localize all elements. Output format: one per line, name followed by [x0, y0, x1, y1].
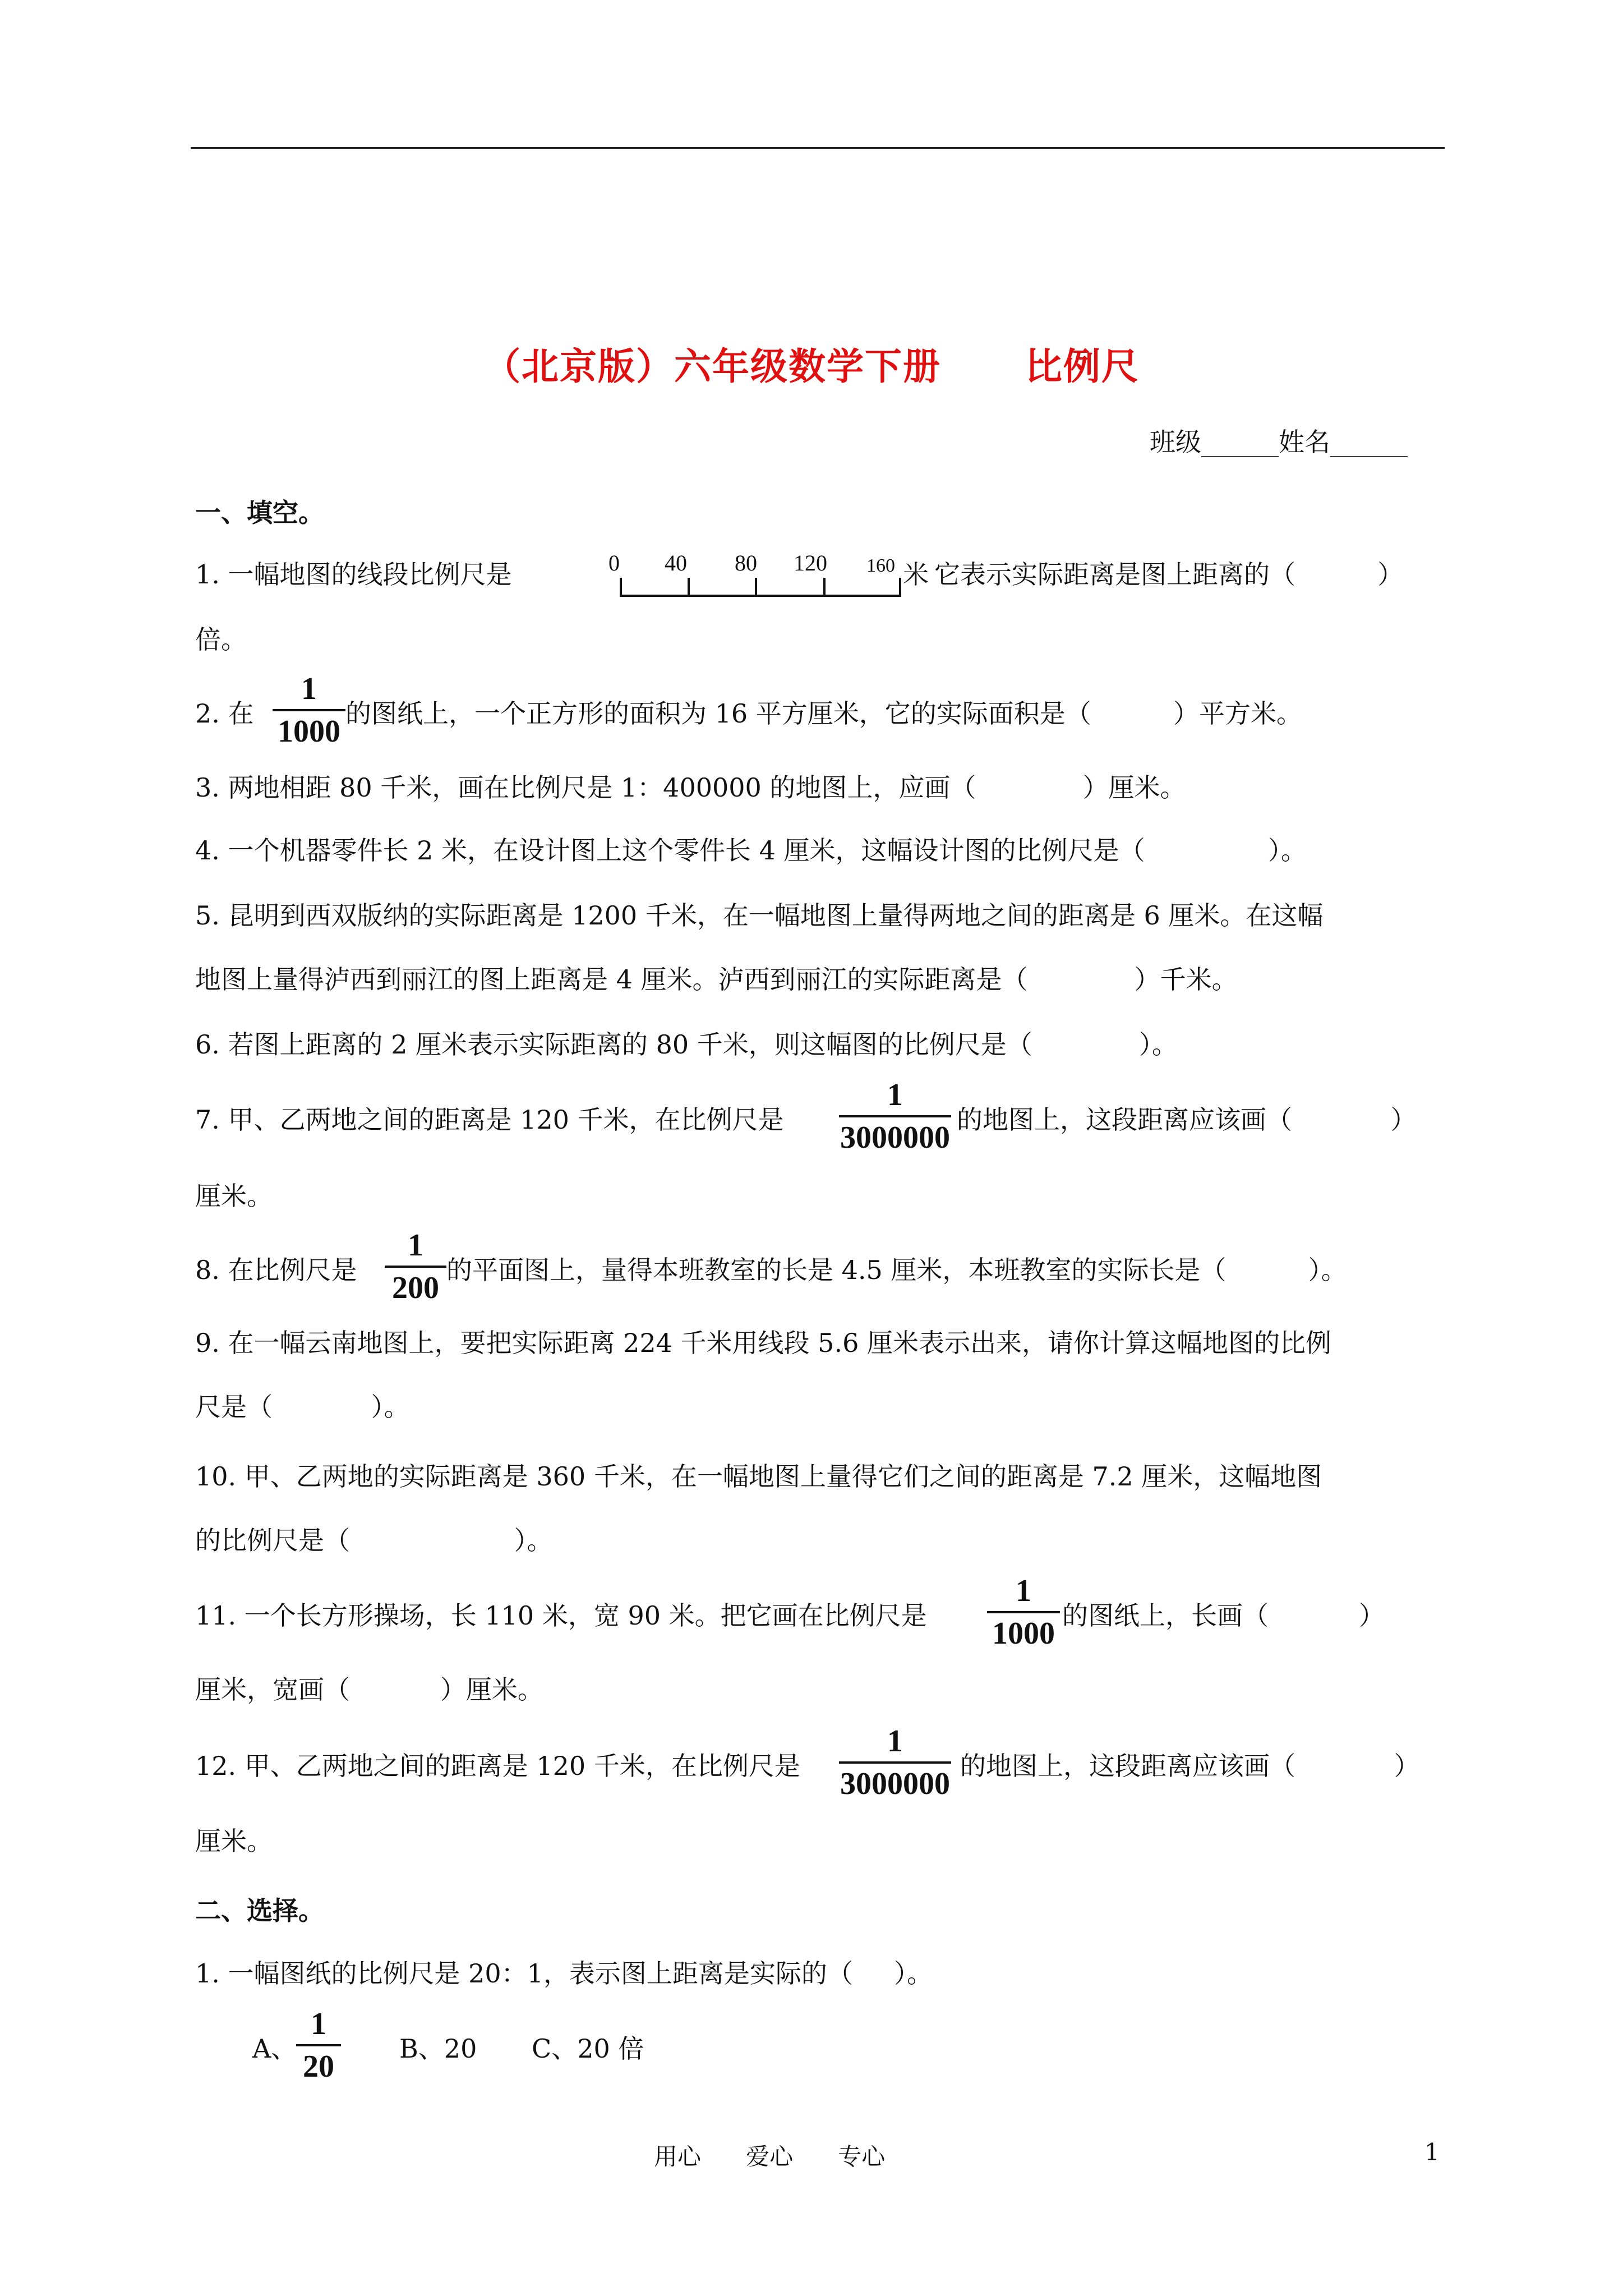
fraction-bar [385, 1266, 446, 1268]
scale-tick-label: 0 [608, 550, 620, 576]
question-2-prefix: 2. 在 [195, 698, 254, 729]
fraction-numerator: 1 [887, 1724, 903, 1759]
scale-bar-graphic [608, 572, 911, 600]
fraction-numerator: 1 [1016, 1573, 1031, 1608]
question-1-continuation: 倍。 [195, 624, 247, 655]
question-9-line1: 9. 在一幅云南地图上，要把实际距离 224 千米用线段 5.6 厘米表示出来，请你计算这幅地图的比例 [195, 1328, 1331, 1358]
question-5-line1: 5. 昆明到西双版纳的实际距离是 1200 千米，在一幅地图上量得两地之间的距离是 6 厘米。在这幅 [195, 900, 1324, 931]
scale-tick-label: 40 [665, 550, 687, 576]
scale-tick-label: 80 [735, 550, 757, 576]
question-12-prefix: 12. 甲、乙两地之间的距离是 120 千米，在比例尺是 [195, 1751, 800, 1781]
question-4: 4. 一个机器零件长 2 米，在设计图上这个零件长 4 厘米，这幅设计图的比例尺是（ ）。 [195, 835, 1307, 866]
fraction-q12 [839, 1723, 951, 1802]
question-2-suffix: 的图纸上，一个正方形的面积为 16 平方厘米，它的实际面积是（ ）平方米。 [345, 698, 1302, 729]
section-heading-fill-blank: 一、填空。 [195, 498, 324, 528]
line-segment-scale [608, 550, 911, 600]
fraction-q7 [839, 1077, 951, 1156]
fraction-bar [839, 1115, 951, 1117]
question-9-line2: 尺是（ ）。 [195, 1392, 410, 1422]
section-heading-choice: 二、选择。 [195, 1895, 324, 1926]
fraction-denominator: 20 [303, 2049, 334, 2084]
question-5-line2: 地图上量得泸西到丽江的图上距离是 4 厘米。泸西到丽江的实际距离是（ ）千米。 [195, 964, 1238, 995]
question-12-suffix: 的地图上，这段距离应该画（ ） [960, 1751, 1420, 1781]
option-a-label: A、 [252, 2033, 297, 2064]
class-name-field: 班级______姓名______ [1150, 427, 1408, 457]
fraction-denominator: 1000 [278, 714, 340, 749]
page-number: 1 [1424, 2138, 1440, 2166]
fraction-denominator: 1000 [992, 1616, 1055, 1651]
fraction-denominator: 3000000 [840, 1120, 950, 1155]
fraction-bar [839, 1761, 951, 1764]
choice-question-1: 1. 一幅图纸的比例尺是 20：1，表示图上距离是实际的（ ）。 [195, 1958, 933, 1989]
question-6: 6. 若图上距离的 2 厘米表示实际距离的 80 千米，则这幅图的比例尺是（ ）。 [195, 1029, 1178, 1060]
question-11-suffix: 的图纸上，长画（ ） [1062, 1600, 1385, 1631]
fraction-bar [273, 709, 345, 711]
question-3: 3. 两地相距 80 千米，画在比例尺是 1：400000 的地图上，应画（ ）厘米。 [195, 772, 1186, 803]
question-10-line1: 10. 甲、乙两地的实际距离是 360 千米，在一幅地图上量得它们之间的距离是 7.2 厘米，这幅地图 [195, 1461, 1322, 1492]
fraction-denominator: 3000000 [840, 1766, 950, 1801]
fraction-option-a [296, 2006, 341, 2085]
question-7-suffix: 的地图上，这段距离应该画（ ） [957, 1105, 1417, 1135]
question-12-continuation: 厘米。 [195, 1826, 273, 1856]
question-10-line2: 的比例尺是（ ）。 [195, 1525, 553, 1556]
question-8-suffix: 的平面图上，量得本班教室的长是 4.5 厘米，本班教室的实际长是（ ）。 [446, 1255, 1347, 1285]
fraction-numerator: 1 [301, 671, 317, 706]
question-8-prefix: 8. 在比例尺是 [195, 1255, 357, 1285]
scale-tick-label: 160 [866, 555, 895, 576]
fraction-q8 [385, 1227, 446, 1306]
fraction-numerator: 1 [311, 2007, 326, 2041]
option-b: B、20 [399, 2033, 477, 2064]
fraction-numerator: 1 [408, 1228, 423, 1263]
question-11-continuation: 厘米，宽画（ ）厘米。 [195, 1674, 543, 1705]
footer-motto: 用心 爱心 专心 [654, 2143, 886, 2170]
question-11-prefix: 11. 一个长方形操场，长 110 米，宽 90 米。把它画在比例尺是 [195, 1600, 927, 1631]
question-1-suffix: 它表示实际距离是图上距离的（ ） [934, 559, 1404, 590]
fraction-bar [987, 1611, 1060, 1613]
fraction-q2 [273, 671, 345, 749]
question-7-continuation: 厘米。 [195, 1181, 273, 1211]
fraction-numerator: 1 [887, 1078, 903, 1112]
fraction-q11 [987, 1573, 1060, 1651]
header-rule [191, 147, 1445, 149]
fraction-bar [296, 2044, 341, 2046]
page-title: （北京版）六年级数学下册 比例尺 [483, 345, 1140, 388]
scale-tick-label: 120 [794, 550, 827, 576]
question-7-prefix: 7. 甲、乙两地之间的距离是 120 千米，在比例尺是 [195, 1105, 784, 1135]
scale-unit: 米 [903, 559, 929, 590]
question-1-prefix: 1. 一幅地图的线段比例尺是 [195, 559, 512, 590]
option-c: C、20 倍 [532, 2033, 644, 2064]
fraction-denominator: 200 [392, 1271, 439, 1305]
